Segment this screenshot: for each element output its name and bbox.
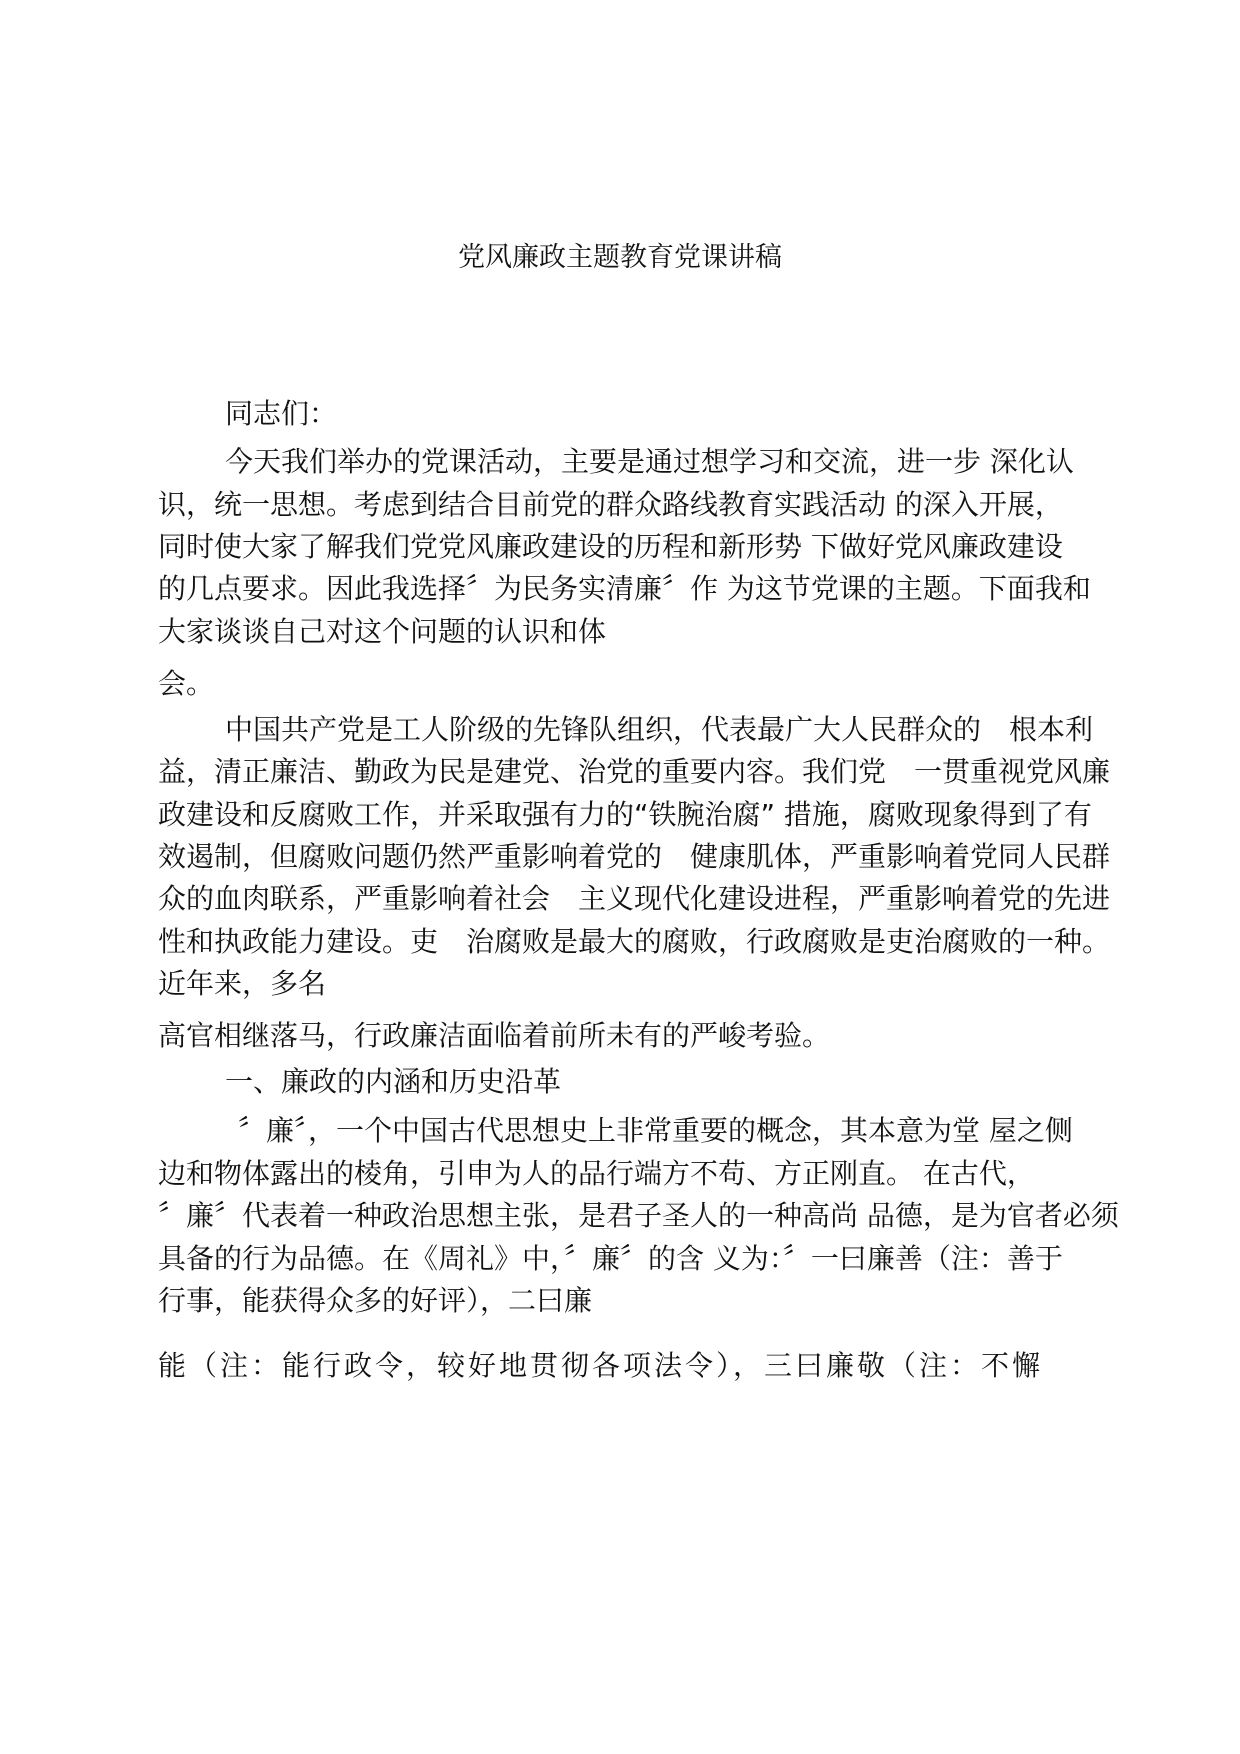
paragraph-line: 〞廉〞，一个中国古代思想史上非常重要的概念，其本意为堂 屋之侧 xyxy=(238,1114,1073,1147)
paragraph-line: 中国共产党是工人阶级的先锋队组织，代表最广大人民群众的 根本利 xyxy=(225,713,1094,746)
paragraph-line: 识，统一思想。考虑到结合目前党的群众路线教育实践活动 的深入开展， xyxy=(158,488,1063,521)
paragraph-line: 高官相继落马，行政廉洁面临着前所未有的严峻考验。 xyxy=(158,1019,831,1052)
paragraph-line: 大家谈谈自己对这个问题的认识和体 xyxy=(158,615,607,648)
paragraph-line: 益，清正廉洁、勤政为民是建党、治党的重要内容。我们党 一贯重视党风廉 xyxy=(158,755,1111,788)
paragraph-line: 众的血肉联系，严重影响着社会 主义现代化建设进程，严重影响着党的先进 xyxy=(158,882,1111,915)
salutation: 同志们： xyxy=(225,397,338,430)
paragraph-line: 性和执政能力建设。吏 治腐败是最大的腐败，行政腐败是吏治腐败的一种。 xyxy=(158,925,1111,958)
paragraph-line: 效遏制，但腐败问题仍然严重影响着党的 健康肌体，严重影响着党同人民群 xyxy=(158,840,1111,873)
paragraph-line: 同时使大家了解我们党党风廉政建设的历程和新形势 下做好党风廉政建设 xyxy=(158,530,1063,563)
paragraph-line: 今天我们举办的党课活动，主要是通过想学习和交流，进一步 深化认 xyxy=(225,445,1074,478)
paragraph-line: 边和物体露出的棱角，引申为人的品行端方不苟、方正刚直。 在古代， xyxy=(158,1157,1035,1190)
paragraph-line: 近年来，多名 xyxy=(158,967,327,1000)
paragraph-line: 能（注：能行政令，较好地贯彻各项法令），三曰廉敬（注：不懈 xyxy=(158,1349,1044,1382)
paragraph-line: 行事，能获得众多的好评），二曰廉 xyxy=(158,1284,593,1317)
section-heading: 一、廉政的内涵和历史沿革 xyxy=(225,1065,562,1098)
paragraph-line: 具备的行为品德。在《周礼》中，〞廉〞的含 义为：〞一曰廉善（注：善于 xyxy=(158,1242,1063,1275)
paragraph-line: 会。 xyxy=(158,667,215,700)
paragraph-line: 的几点要求。因此我选择〞为民务实清廉〞作 为这节党课的主题。下面我和 xyxy=(158,572,1091,605)
paragraph-line: 政建设和反腐败工作，并采取强有力的“铁腕治腐” 措施，腐败现象得到了有 xyxy=(158,798,1092,831)
document-title: 党风廉政主题教育党课讲稿 xyxy=(458,242,782,273)
paragraph-line: 〞廉〞代表着一种政治思想主张，是君子圣人的一种高尚 品德，是为官者必须 xyxy=(158,1199,1119,1232)
